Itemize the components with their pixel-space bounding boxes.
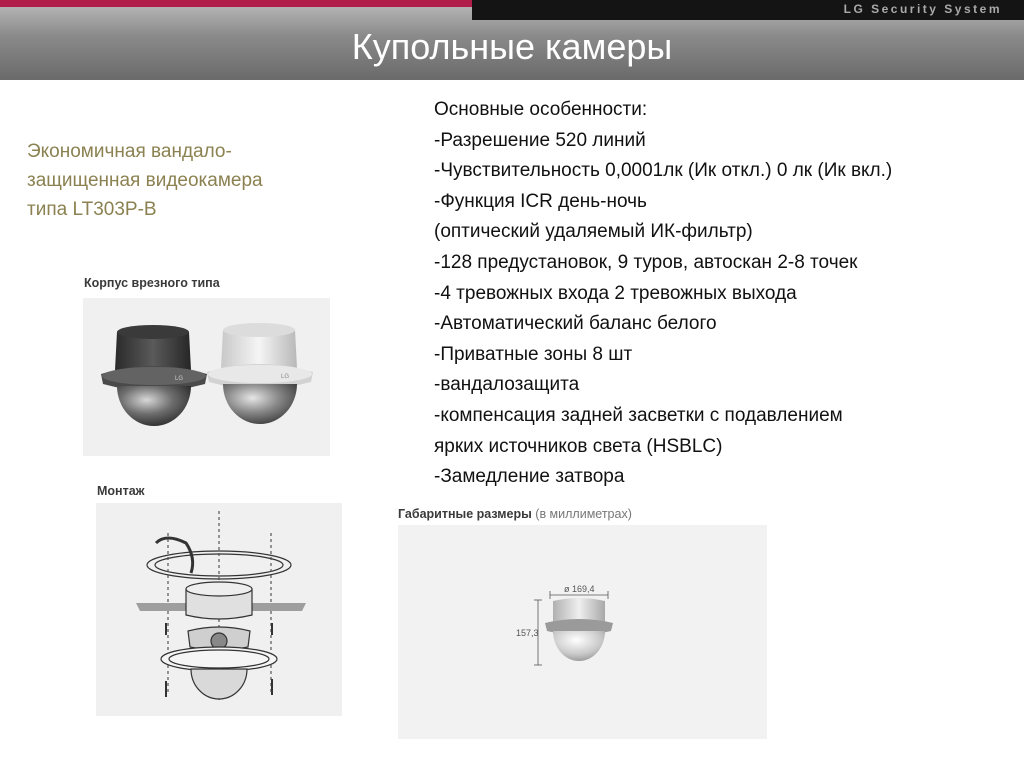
feature-item: -Чувствительность 0,0001лк (Ик откл.) 0 лк (Ик вкл.) [434,160,893,182]
feature-item: -компенсация задней засветки с подавлением [434,404,843,426]
subtitle-line: типа LT303P-B [27,199,157,220]
feature-item: -Функция ICR день-ночь [434,190,647,212]
svg-text:LG: LG [281,374,290,380]
feature-item: -Замедление затвора [434,466,625,488]
feature-item: -4 тревожных входа 2 тревожных выхода [434,282,797,304]
feature-item: -Приватные зоны 8 шт [434,343,633,365]
mount-diagram [96,503,342,716]
brand-label: LG Security System [843,2,1002,16]
feature-item: (оптический удаляемый ИК-фильтр) [434,221,753,243]
features-heading: Основные особенности: [434,99,648,120]
subtitle-line: Экономичная вандало- [27,141,232,162]
features-list [434,95,1019,493]
svg-text:LG: LG [175,376,184,382]
subtitle-line: защищенная видеокамера [27,170,263,191]
page-title: Купольные камеры [351,26,673,67]
diameter-label: ø 169,4 [564,584,595,594]
feature-item: -Автоматический баланс белого [434,313,717,335]
dims-diagram [398,525,767,739]
dims-caption: Габаритные размеры (в миллиметрах) [398,507,632,521]
feature-item: -вандалозащита [434,374,580,396]
accent-stripe [0,0,472,7]
mount-caption: Монтаж [97,484,145,498]
header-bar [0,0,1024,80]
dark-dome-camera [101,325,207,426]
feature-item: -128 предустановок, 9 туров, автоскан 2-8 точек [434,251,858,273]
feature-item: ярких источников света (HSBLC) [434,435,723,457]
light-dome-camera [207,323,313,424]
feature-item: -Разрешение 520 линий [434,129,646,151]
product-subtitle [27,137,327,224]
height-label: 157,3 [516,628,539,638]
housing-photo [83,298,330,456]
housing-caption: Корпус врезного типа [84,276,220,290]
